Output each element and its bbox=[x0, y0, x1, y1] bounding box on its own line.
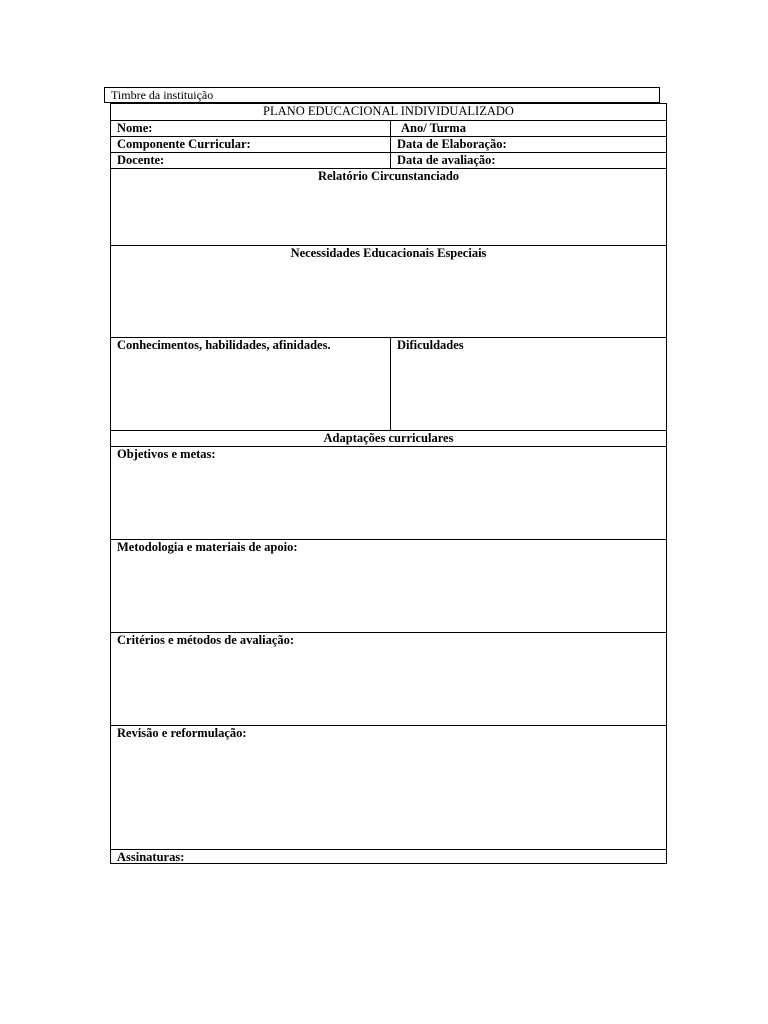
revisao-section[interactable] bbox=[111, 725, 666, 850]
row-componente bbox=[111, 136, 666, 153]
title-row bbox=[111, 104, 666, 121]
data-avaliacao-field[interactable]: Data de avaliação: bbox=[390, 153, 666, 169]
relatorio-section[interactable] bbox=[111, 168, 666, 246]
metodologia-section[interactable] bbox=[111, 539, 666, 633]
relatorio-heading: Relatório Circunstanciado bbox=[317, 169, 460, 183]
adaptacoes-heading: Adaptações curriculares bbox=[323, 431, 454, 445]
revisao-label: Revisão e reformulação: bbox=[117, 726, 247, 740]
necessidades-heading: Necessidades Educacionais Especiais bbox=[290, 246, 487, 260]
nome-field[interactable]: Nome: bbox=[117, 121, 153, 135]
ano-turma-field[interactable]: Ano/ Turma bbox=[390, 121, 666, 137]
institution-letterhead-box bbox=[104, 87, 660, 103]
assinaturas-label: Assinaturas: bbox=[117, 850, 185, 864]
row-docente bbox=[111, 152, 666, 169]
letterhead-label: Timbre da instituição bbox=[111, 88, 214, 102]
metodologia-label: Metodologia e materiais de apoio: bbox=[117, 540, 298, 554]
objetivos-section[interactable] bbox=[111, 446, 666, 540]
row-nome bbox=[111, 120, 666, 137]
conhecimentos-field[interactable]: Conhecimentos, habilidades, afinidades. bbox=[117, 338, 331, 352]
criterios-section[interactable] bbox=[111, 632, 666, 726]
form-title: PLANO EDUCACIONAL INDIVIDUALIZADO bbox=[263, 104, 514, 118]
dificuldades-field[interactable]: Dificuldades bbox=[390, 338, 666, 431]
objetivos-label: Objetivos e metas: bbox=[117, 447, 216, 461]
adaptacoes-row bbox=[111, 430, 666, 447]
docente-field[interactable]: Docente: bbox=[117, 153, 165, 167]
pei-form-table bbox=[110, 103, 667, 864]
data-elaboracao-field[interactable]: Data de Elaboração: bbox=[390, 137, 666, 153]
necessidades-section[interactable] bbox=[111, 245, 666, 338]
assinaturas-row[interactable] bbox=[111, 849, 666, 864]
componente-field[interactable]: Componente Curricular: bbox=[117, 137, 251, 151]
criterios-label: Critérios e métodos de avaliação: bbox=[117, 633, 295, 647]
row-conhecimentos-dificuldades bbox=[111, 337, 666, 431]
